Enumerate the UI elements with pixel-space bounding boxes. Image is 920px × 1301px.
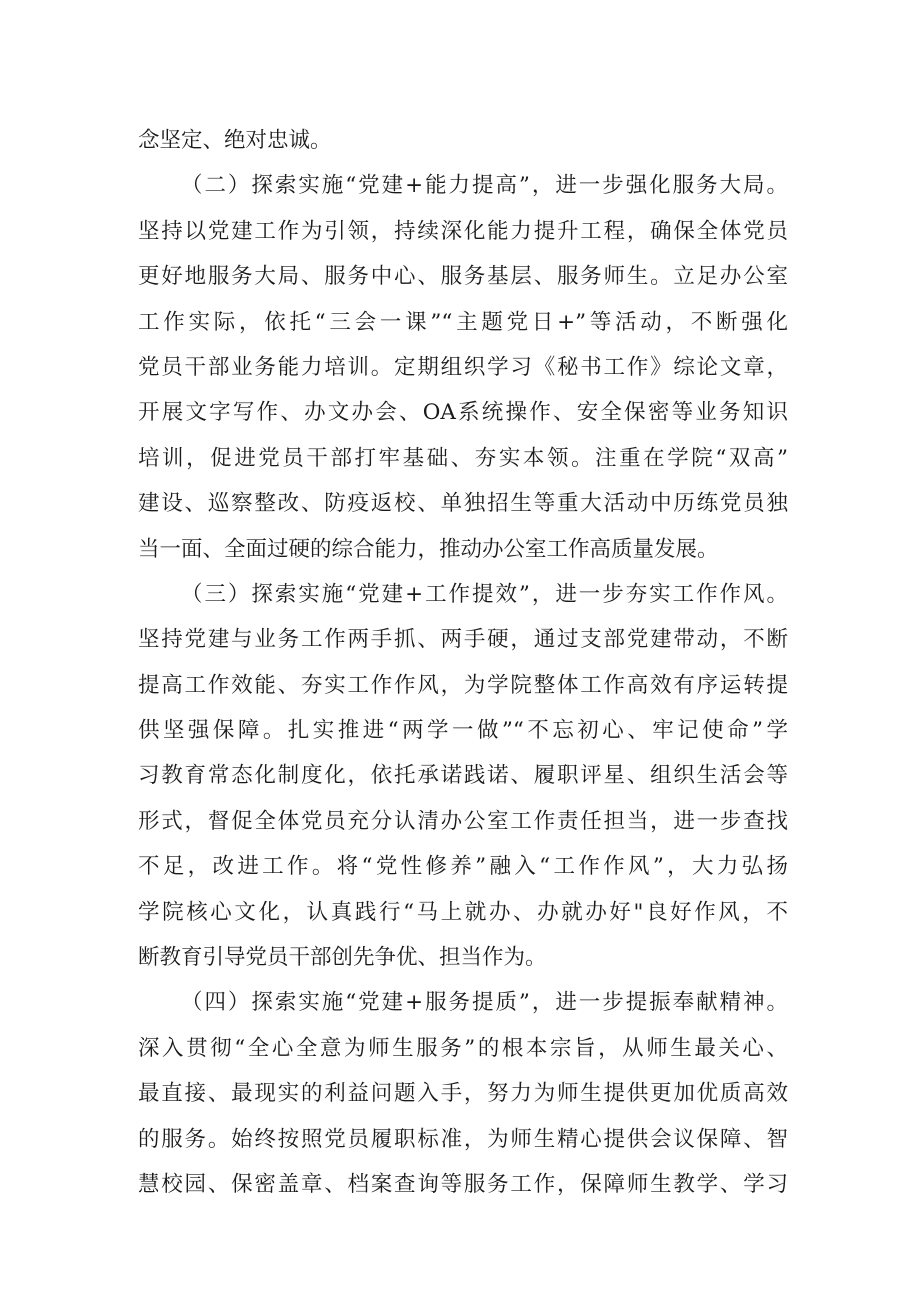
section-heading-line: （三）探索实施“党建+工作提效”，进一步夯实工作作风。 [181, 581, 788, 607]
document-body [138, 118, 788, 1207]
section-heading-line: （四）探索实施“党建+服务提质”，进一步提振奉献精神。 [181, 990, 788, 1016]
text-line: 坚持党建与业务工作两手抓、两手硬，通过支部党建带动，不断 [138, 627, 788, 653]
text-line: 建设、巡察整改、防疫返校、单独招生等重大活动中历练党员独 [138, 491, 788, 517]
text-line: 习教育常态化制度化，依托承诺践诺、履职评星、组织生活会等 [138, 763, 788, 789]
text-line: 念坚定、绝对忠诚。 [138, 128, 332, 153]
section-heading-line: （二）探索实施“党建+能力提高”，进一步强化服务大局。 [181, 173, 788, 199]
text-line: 不足，改进工作。将“党性修养”融入“工作作风”，大力弘扬 [138, 854, 788, 880]
text-line: 坚持以党建工作为引领，持续深化能力提升工程，确保全体党员 [138, 218, 788, 244]
text-line: 慧校园、保密盖章、档案查询等服务工作，保障师生教学、学习 [138, 1171, 788, 1197]
text-line: 党员干部业务能力培训。定期组织学习《秘书工作》综论文章， [138, 354, 788, 380]
text-line: 提高工作效能、夯实工作作风，为学院整体工作高效有序运转提 [138, 672, 788, 698]
text-line: 形式，督促全体党员充分认清办公室工作责任担当，进一步查找 [138, 808, 788, 834]
text-line: 断教育引导党员干部创先争优、担当作为。 [138, 945, 547, 971]
text-line: 培训，促进党员干部打牢基础、夯实本领。注重在学院“双高” [138, 445, 788, 471]
text-line: 学院核心文化，认真践行“马上就办、办就办好"良好作风，不 [138, 899, 788, 925]
text-line: 当一面、全面过硬的综合能力，推动办公室工作高质量发展。 [138, 536, 719, 562]
text-line: 更好地服务大局、服务中心、服务基层、服务师生。立足办公室 [138, 264, 788, 290]
text-line: 的服务。始终按照党员履职标准，为师生精心提供会议保障、智 [138, 1126, 788, 1152]
text-line: 深入贯彻“全心全意为师生服务”的根本宗旨，从师生最关心、 [138, 1035, 788, 1061]
text-line: 工作实际，依托“三会一课”“主题党日+”等活动，不断强化 [138, 309, 788, 335]
text-line: 最直接、最现实的利益问题入手，努力为师生提供更加优质高效 [138, 1081, 788, 1107]
text-line: 供坚强保障。扎实推进“两学一做”“不忘初心、牢记使命”学 [138, 718, 788, 744]
text-line: 开展文字写作、办文办会、OA系统操作、安全保密等业务知识 [138, 400, 788, 426]
